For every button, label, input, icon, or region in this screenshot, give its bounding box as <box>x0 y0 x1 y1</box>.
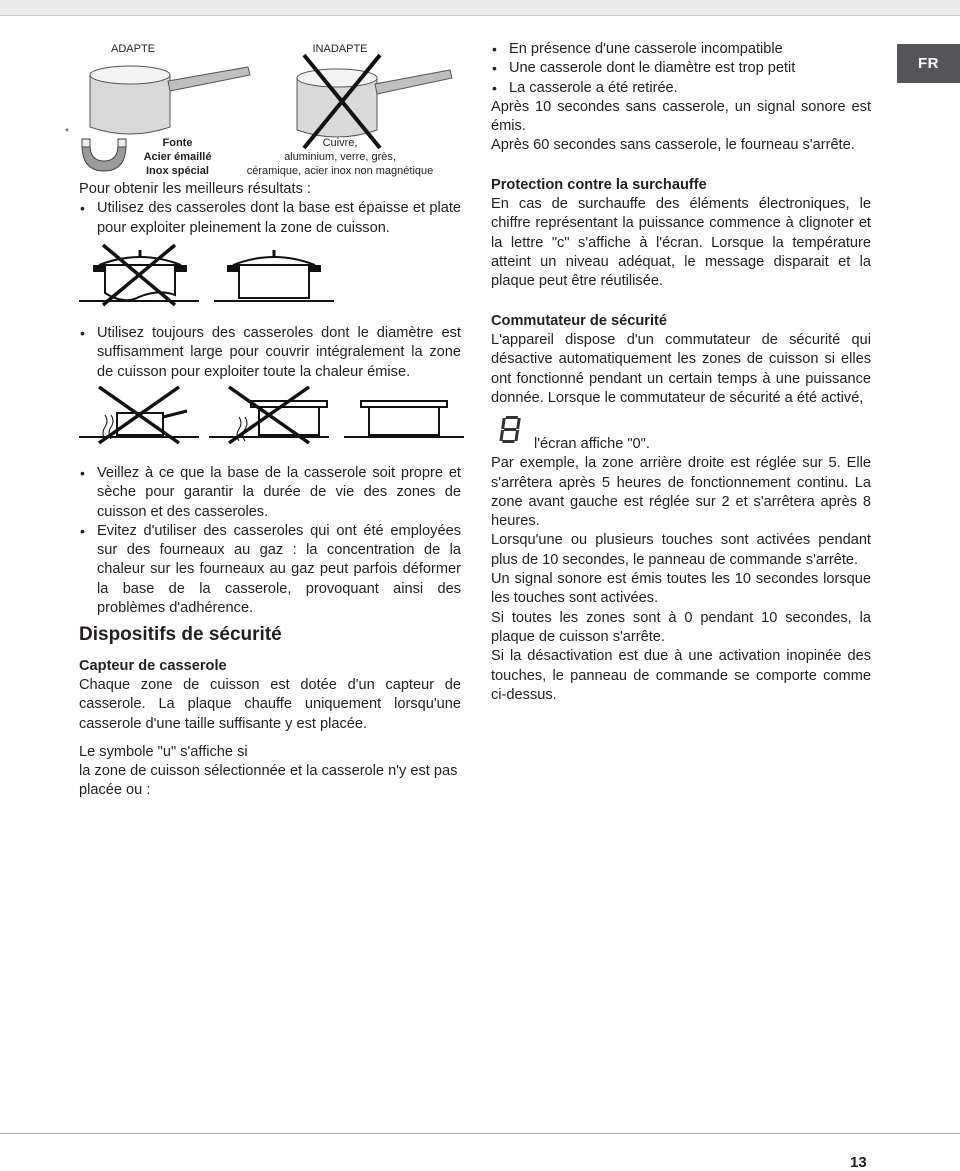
text-zones-zero: Si toutes les zones sont à 0 pendant 10 secondes, la plaque de cuisson s'arrête. <box>491 609 871 645</box>
text-desactivation: Si la désactivation est due à une activation inopinée des touches, le panneau de commande se comporte comme ci-dessus. <box>491 648 871 703</box>
text-symbole-1: Le symbole "u" s'affiche si <box>79 743 248 760</box>
text-capteur: Chaque zone de cuisson est dotée d'un capteur de casserole. La plaque chauffe uniquement lorsqu'une casserole d'une taille suffisante y est placée. <box>79 677 461 732</box>
text-symbole-2: la zone de cuisson sélectionnée et la casserole n'y est pas placée ou : <box>79 763 458 799</box>
heading-surchauffe: Protection contre la surchauffe <box>491 177 707 193</box>
left-block-intro <box>79 180 461 238</box>
bullet-base-epaisse: • Utilisez des casseroles dont la base est épaisse et plate pour exploiter pleinement la zone de cuisson. <box>79 199 461 238</box>
label-adapte: ADAPTE <box>110 43 155 55</box>
heading-commutateur: Commutateur de sécurité <box>491 313 667 329</box>
section-commutateur <box>491 312 871 408</box>
unsuitable-materials: Cuivre, aluminium, verre, grès, céramique, acier inox non magnétique <box>246 137 434 177</box>
bullet-propre-seche: • Veillez à ce que la base de la casserole soit propre et sèche pour garantir la durée de vie des zones de cuisson et des casseroles. <box>79 464 461 522</box>
right-block-ecran <box>491 435 871 705</box>
page-number: 13 <box>850 1154 867 1171</box>
bullet-trop-petit: • Une casserole dont le diamètre est trop petit <box>491 59 871 78</box>
text-10-secondes: Après 10 secondes sans casserole, un signal sonore est émis. <box>491 98 871 135</box>
text-commutateur: L'appareil dispose d'un commutateur de sécurité qui désactive automatiquement les zones de cuisson si elles ont fonctionné pendant un certain temps à une puissance donnée. Lorsque le commutateur de sécurité a été activé, <box>491 332 871 406</box>
intro-text: Pour obtenir les meilleurs résultats : <box>79 181 311 197</box>
flat-base-figure <box>79 245 349 307</box>
suitable-materials: Fonte Acier émaillé Inox spécial <box>143 137 212 177</box>
saucepan-icon <box>90 66 250 134</box>
heading-dispositifs-securite: Dispositifs de sécurité <box>79 624 282 645</box>
section-surchauffe <box>491 176 871 291</box>
text-surchauffe: En cas de surchauffe des éléments électroniques, le chiffre représentant la puissance commence à clignoter et la lettre "c" s'affiche à l'écran. Lorsque la température atteint un niveau adéquat, le message disparait et la plaque peut être réutilisée. <box>491 196 871 290</box>
right-block-capteur <box>491 40 871 156</box>
label-inadapte: INADAPTE <box>312 43 368 55</box>
bullet-fourneaux-gaz: • Evitez d'utiliser des casseroles qui ont été employées sur des fourneaux au gaz : la concentration de la chaleur sur les fourneaux au gaz peut parfois déformer la base de la casserole, provoquant ainsi des problèmes d'adhérence. <box>79 522 461 618</box>
language-tab: FR <box>897 44 960 83</box>
text-ecran-affiche: l'écran affiche "0". <box>534 436 650 452</box>
svg-text:*: * <box>65 127 69 138</box>
left-block-conseils <box>79 464 461 618</box>
text-exemple: Par exemple, la zone arrière droite est réglée sur 5. Elle s'arrêtera après 5 heures de fonctionnement continu. La zone avant gauche est réglée sur 2 et s'arrêtera après 8 heures. <box>491 455 871 530</box>
text-signal-sonore: Un signal sonore est émis toutes les 10 secondes lorsque les touches sont activées. <box>491 571 871 607</box>
pan-size-figure <box>79 385 479 445</box>
section-dispositifs <box>79 624 461 801</box>
heading-capteur-casserole: Capteur de casserole <box>79 658 227 674</box>
bullet-incompatible: • En présence d'une casserole incompatible <box>491 40 871 59</box>
bottom-rule <box>0 1133 960 1134</box>
saucepan-crossed-icon <box>297 55 452 148</box>
top-bar <box>0 0 960 16</box>
text-60-secondes: Après 60 secondes sans casserole, le fourneau s'arrête. <box>491 137 855 154</box>
left-block-diametre <box>79 324 461 382</box>
bullet-retiree: • La casserole a été retirée. <box>491 79 871 98</box>
text-touches: Lorsqu'une ou plusieurs touches sont activées pendant plus de 10 secondes, le panneau de commande s'arrête. <box>491 532 871 568</box>
bullet-diametre: • Utilisez toujours des casseroles dont le diamètre est suffisamment large pour couvrir intégralement la zone de cuisson pour exploiter toute la chaleur émise. <box>79 324 461 382</box>
